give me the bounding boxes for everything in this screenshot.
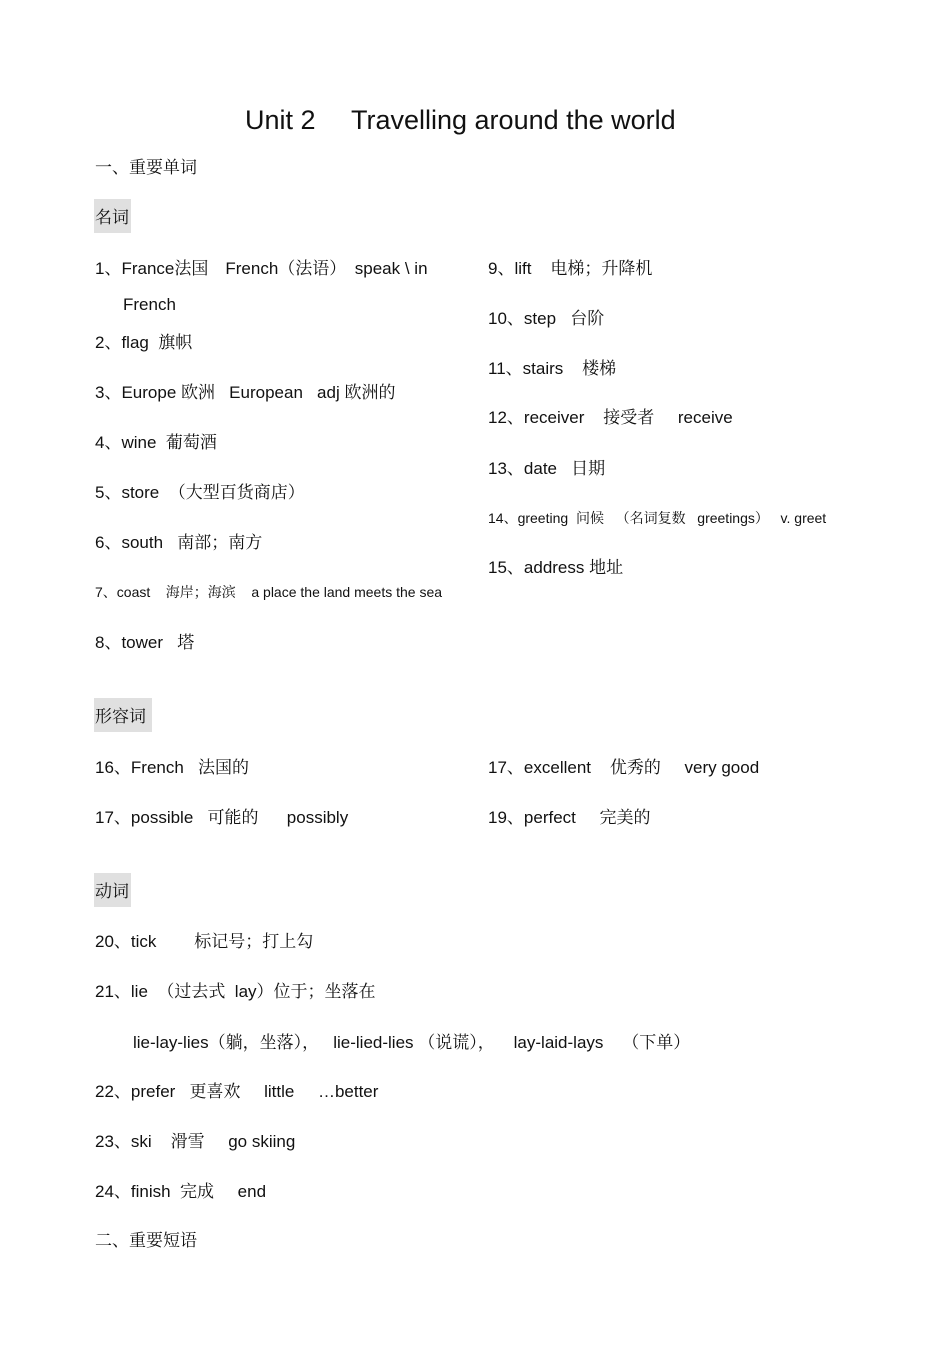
verb-item: 22、prefer 更喜欢 little …better — [95, 1082, 379, 1101]
verb-item: 20、tick 标记号；打上勾 — [95, 932, 314, 951]
title-unit: Unit 2 — [245, 105, 316, 135]
verb-item: 23、ski 滑雪 go skiing — [95, 1132, 296, 1151]
noun-item: 8、tower 塔 — [95, 633, 195, 652]
noun-item: 12、receiver 接受者 receive — [488, 408, 733, 427]
noun-item: 11、stairs 楼梯 — [488, 359, 617, 378]
verb-item-forms: lie-lay-lies（躺，坐落）， lie-lied-lies （说谎）， lay-laid-lays （下单） — [133, 1033, 691, 1052]
verb-item: 24、finish 完成 end — [95, 1182, 267, 1201]
noun-item: 15、address 地址 — [488, 558, 624, 577]
title-text: Travelling around the world — [351, 105, 676, 135]
noun-item-continued: French — [123, 295, 176, 314]
noun-item: 9、lift 电梯；升降机 — [488, 259, 653, 278]
noun-item: 3、Europe 欧洲 European adj 欧洲的 — [95, 383, 396, 402]
adjective-item: 16、French 法国的 — [95, 758, 249, 777]
noun-item: 10、step 台阶 — [488, 309, 605, 328]
adjective-item: 17、possible 可能的 possibly — [95, 808, 349, 827]
noun-item: 13、date 日期 — [488, 459, 606, 478]
noun-item: 7、coast 海岸；海滨 a place the land meets the sea — [95, 584, 443, 600]
verb-item: 21、lie （过去式 lay）位于；坐落在 — [95, 982, 376, 1001]
verbs-heading: 动词 — [95, 882, 129, 901]
adjective-item: 19、perfect 完美的 — [488, 808, 651, 827]
section-heading-words: 一、重要单词 — [95, 158, 197, 177]
adjective-item: 17、excellent 优秀的 very good — [488, 758, 760, 777]
noun-item: 2、flag 旗帜 — [95, 333, 193, 352]
noun-item: 5、store （大型百货商店） — [95, 483, 305, 502]
section-heading-phrases: 二、重要短语 — [95, 1231, 197, 1250]
noun-item: 6、south 南部；南方 — [95, 533, 263, 552]
noun-item: 4、wine 葡萄酒 — [95, 433, 217, 452]
noun-item: 1、France法国 French（法语） speak \ in — [95, 259, 428, 278]
adjectives-heading: 形容词 — [95, 707, 146, 726]
noun-item: 14、greeting 问候 （名词复数 greetings） v. greet — [488, 510, 827, 526]
nouns-heading: 名词 — [95, 208, 129, 227]
